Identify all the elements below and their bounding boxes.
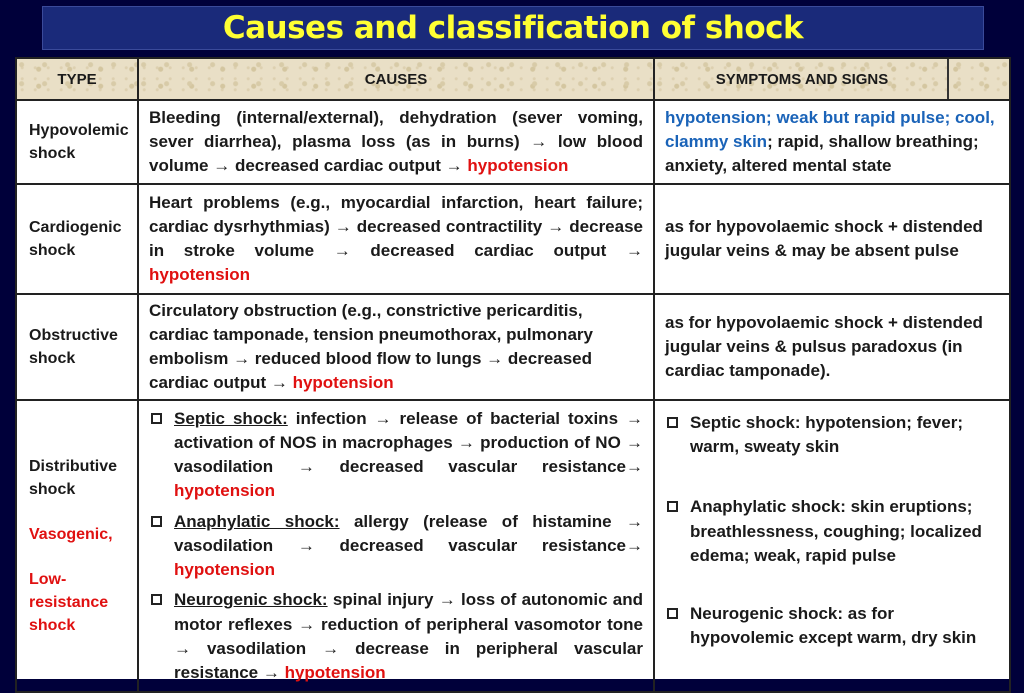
checkbox-bullet-icon [151,516,162,527]
septic-shock-label: Septic shock: [174,408,288,428]
neurogenic-shock-text: spinal injury → loss of autonomic and motor reflexes → reduction of peripheral vasomotor tone → vasodilation → decrease in peripheral vascular resistance → [174,590,643,682]
checkbox-bullet-icon [151,594,162,605]
symptoms-distributive [654,400,1010,692]
symptoms-cardiogenic: as for hypovolaemic shock + distended jugular veins & may be absent pulse [654,184,1010,294]
causes-text: Bleeding (internal/external), dehydration (sever voming, sever diarrhea), plasma loss (as in burns) → low blood volume → decreased cardiac output → [149,107,643,176]
anaphylatic-shock-label: Anaphylatic shock: [174,511,340,531]
hypotension-label: hypotension [292,373,394,393]
hypotension-label: hypotension [284,662,386,682]
list-item [149,510,643,583]
header-divider [947,59,949,99]
causes-hypovolemic [138,100,654,184]
page-title: Causes and classification of shock [222,10,804,46]
shock-table [15,57,1011,693]
hypotension-label: hypotension [467,156,569,176]
type-obstructive: Obstructive shock [16,294,138,400]
hypotension-label: hypotension [174,560,276,580]
list-item [665,495,999,568]
symptoms-obstructive: as for hypovolaemic shock + distended jugular veins & pulsus paradoxus (in cardiac tamponade). [654,294,1010,400]
checkbox-bullet-icon [151,413,162,424]
checkbox-bullet-icon [667,417,678,428]
hypotension-label: hypotension [149,265,251,285]
type-hypovolemic: Hypovolemic shock [16,100,138,184]
type-distributive [16,400,138,692]
shock-table-container [15,57,1009,682]
type-low-resistance-label: Low-resistance shock [29,571,109,634]
header-causes: CAUSES [138,58,654,100]
causes-text: Heart problems (e.g., myocardial infarction, heart failure; cardiac dysrhythmias) → decreased contractility → decrease in stroke volume → decreased cardiac output → [149,192,643,260]
list-item [665,602,999,650]
causes-distributive [138,400,654,692]
symptoms-highlight: hypotension; weak but rapid pulse; cool, clammy skin [665,107,995,151]
type-vasogenic-label: Vasogenic, [29,526,113,543]
title-bar [42,6,984,50]
list-item [149,588,643,685]
hypotension-label: hypotension [174,481,276,501]
header-row [16,58,1010,100]
type-cardiogenic: Cardiogenic shock [16,184,138,294]
header-type: TYPE [16,58,138,100]
causes-obstructive [138,294,654,400]
symptoms-hypovolemic [654,100,1010,184]
list-item [149,407,643,504]
neurogenic-shock-label: Neurogenic shock: [174,590,328,610]
table-row [16,294,1010,400]
table-row [16,184,1010,294]
header-symptoms-label: SYMPTOMS AND SIGNS [715,70,889,88]
septic-symptoms: Septic shock: hypotension; fever; warm, sweaty skin [690,413,963,457]
list-item [665,411,999,459]
symptoms-text: ; rapid, shallow breathing; anxiety, altered mental state [665,131,979,176]
septic-shock-text: infection → release of bacterial toxins → activation of NOS in macrophages → production of NO → vasodilation → decreased vascular resistance→ [174,408,643,477]
checkbox-bullet-icon [667,501,678,512]
anaphylatic-shock-text: allergy (release of histamine → vasodilation → decreased vascular resistance→ [174,511,643,555]
causes-text: Circulatory obstruction (e.g., constrictive pericarditis, cardiac tamponade, tension pneumothorax, pulmonary embolism → reduced blood flow to lungs → decreased cardiac output → [149,300,593,393]
table-row [16,100,1010,184]
causes-cardiogenic [138,184,654,294]
checkbox-bullet-icon [667,608,678,619]
neurogenic-symptoms: Neurogenic shock: as for hypovolemic except warm, dry skin [690,604,977,648]
table-row [16,400,1010,692]
anaphylatic-symptoms: Anaphylatic shock: skin eruptions; breathlessness, coughing; localized edema; weak, rapid pulse [690,497,982,565]
type-distributive-label: Distributive shock [29,458,118,498]
header-symptoms [654,58,1010,100]
